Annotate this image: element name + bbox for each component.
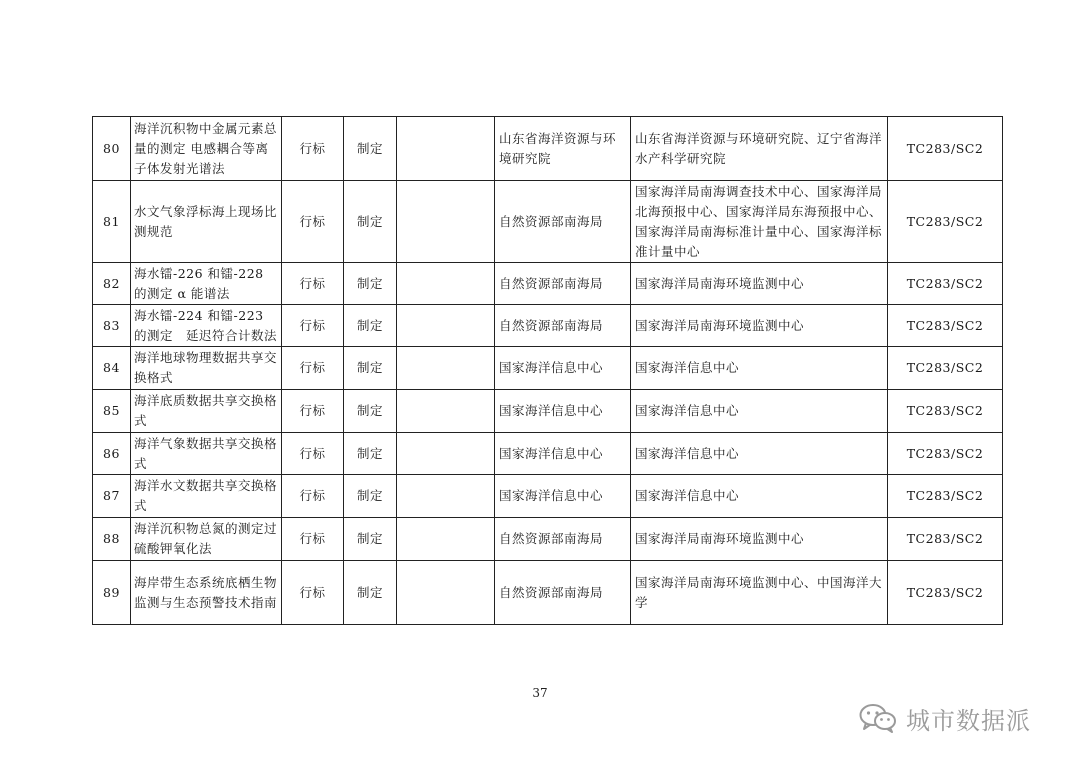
project-type: 制定 bbox=[344, 181, 397, 263]
project-type: 制定 bbox=[344, 305, 397, 347]
responsible-department: 国家海洋信息中心 bbox=[495, 390, 631, 433]
drafting-unit: 国家海洋信息中心 bbox=[631, 433, 888, 475]
replaced-standard bbox=[397, 561, 495, 625]
table-row bbox=[93, 518, 1003, 561]
standard-level: 行标 bbox=[282, 561, 344, 625]
standard-name: 海洋地球物理数据共享交换格式 bbox=[131, 347, 282, 390]
standard-name: 海洋沉积物总氮的测定过硫酸钾氧化法 bbox=[131, 518, 282, 561]
responsible-department: 国家海洋信息中心 bbox=[495, 475, 631, 518]
table-row bbox=[93, 181, 1003, 263]
table-row bbox=[93, 305, 1003, 347]
technical-committee: TC283/SC2 bbox=[888, 263, 1003, 305]
replaced-standard bbox=[397, 181, 495, 263]
row-number: 89 bbox=[93, 561, 131, 625]
standard-level: 行标 bbox=[282, 433, 344, 475]
responsible-department: 自然资源部南海局 bbox=[495, 305, 631, 347]
standard-level: 行标 bbox=[282, 347, 344, 390]
replaced-standard bbox=[397, 305, 495, 347]
project-type: 制定 bbox=[344, 263, 397, 305]
responsible-department: 自然资源部南海局 bbox=[495, 518, 631, 561]
replaced-standard bbox=[397, 475, 495, 518]
drafting-unit: 山东省海洋资源与环境研究院、辽宁省海洋水产科学研究院 bbox=[631, 117, 888, 181]
standard-level: 行标 bbox=[282, 475, 344, 518]
page-number: 37 bbox=[532, 686, 548, 700]
table-row bbox=[93, 390, 1003, 433]
standards-table bbox=[92, 116, 1003, 625]
standard-level: 行标 bbox=[282, 181, 344, 263]
project-type: 制定 bbox=[344, 475, 397, 518]
technical-committee: TC283/SC2 bbox=[888, 561, 1003, 625]
replaced-standard bbox=[397, 433, 495, 475]
standard-name: 海水镭-224 和镭-223 的测定 延迟符合计数法 bbox=[131, 305, 282, 347]
standard-name: 海洋气象数据共享交换格式 bbox=[131, 433, 282, 475]
row-number: 84 bbox=[93, 347, 131, 390]
technical-committee: TC283/SC2 bbox=[888, 117, 1003, 181]
technical-committee: TC283/SC2 bbox=[888, 518, 1003, 561]
technical-committee: TC283/SC2 bbox=[888, 475, 1003, 518]
technical-committee: TC283/SC2 bbox=[888, 181, 1003, 263]
table-row bbox=[93, 263, 1003, 305]
drafting-unit: 国家海洋局南海环境监测中心 bbox=[631, 305, 888, 347]
drafting-unit: 国家海洋信息中心 bbox=[631, 390, 888, 433]
project-type: 制定 bbox=[344, 561, 397, 625]
standard-level: 行标 bbox=[282, 117, 344, 181]
row-number: 82 bbox=[93, 263, 131, 305]
standard-name: 海洋沉积物中金属元素总量的测定 电感耦合等离子体发射光谱法 bbox=[131, 117, 282, 181]
row-number: 83 bbox=[93, 305, 131, 347]
standard-name: 海岸带生态系统底栖生物监测与生态预警技术指南 bbox=[131, 561, 282, 625]
replaced-standard bbox=[397, 117, 495, 181]
drafting-unit: 国家海洋信息中心 bbox=[631, 475, 888, 518]
row-number: 85 bbox=[93, 390, 131, 433]
drafting-unit: 国家海洋局南海环境监测中心 bbox=[631, 263, 888, 305]
row-number: 86 bbox=[93, 433, 131, 475]
technical-committee: TC283/SC2 bbox=[888, 347, 1003, 390]
table-row bbox=[93, 561, 1003, 625]
watermark-text: 城市数据派 bbox=[906, 706, 1031, 735]
responsible-department: 国家海洋信息中心 bbox=[495, 433, 631, 475]
standard-level: 行标 bbox=[282, 518, 344, 561]
row-number: 87 bbox=[93, 475, 131, 518]
table-row bbox=[93, 433, 1003, 475]
project-type: 制定 bbox=[344, 347, 397, 390]
project-type: 制定 bbox=[344, 433, 397, 475]
standard-level: 行标 bbox=[282, 263, 344, 305]
responsible-department: 自然资源部南海局 bbox=[495, 263, 631, 305]
project-type: 制定 bbox=[344, 117, 397, 181]
standard-name: 海水镭-226 和镭-228 的测定 α 能谱法 bbox=[131, 263, 282, 305]
table-row bbox=[93, 347, 1003, 390]
drafting-unit: 国家海洋局南海调查技术中心、国家海洋局北海预报中心、国家海洋局东海预报中心、国家海洋局南海标准计量中心、国家海洋标准计量中心 bbox=[631, 181, 888, 263]
replaced-standard bbox=[397, 263, 495, 305]
replaced-standard bbox=[397, 518, 495, 561]
technical-committee: TC283/SC2 bbox=[888, 433, 1003, 475]
technical-committee: TC283/SC2 bbox=[888, 390, 1003, 433]
drafting-unit: 国家海洋局南海环境监测中心、中国海洋大学 bbox=[631, 561, 888, 625]
drafting-unit: 国家海洋局南海环境监测中心 bbox=[631, 518, 888, 561]
technical-committee: TC283/SC2 bbox=[888, 305, 1003, 347]
row-number: 81 bbox=[93, 181, 131, 263]
table-row bbox=[93, 117, 1003, 181]
drafting-unit: 国家海洋信息中心 bbox=[631, 347, 888, 390]
standard-level: 行标 bbox=[282, 305, 344, 347]
standard-name: 水文气象浮标海上现场比测规范 bbox=[131, 181, 282, 263]
watermark bbox=[858, 700, 1031, 736]
wechat-icon bbox=[858, 702, 898, 734]
replaced-standard bbox=[397, 390, 495, 433]
table-row bbox=[93, 475, 1003, 518]
row-number: 80 bbox=[93, 117, 131, 181]
replaced-standard bbox=[397, 347, 495, 390]
responsible-department: 国家海洋信息中心 bbox=[495, 347, 631, 390]
responsible-department: 山东省海洋资源与环境研究院 bbox=[495, 117, 631, 181]
project-type: 制定 bbox=[344, 390, 397, 433]
project-type: 制定 bbox=[344, 518, 397, 561]
responsible-department: 自然资源部南海局 bbox=[495, 181, 631, 263]
standard-level: 行标 bbox=[282, 390, 344, 433]
responsible-department: 自然资源部南海局 bbox=[495, 561, 631, 625]
standard-name: 海洋水文数据共享交换格式 bbox=[131, 475, 282, 518]
standard-name: 海洋底质数据共享交换格式 bbox=[131, 390, 282, 433]
row-number: 88 bbox=[93, 518, 131, 561]
